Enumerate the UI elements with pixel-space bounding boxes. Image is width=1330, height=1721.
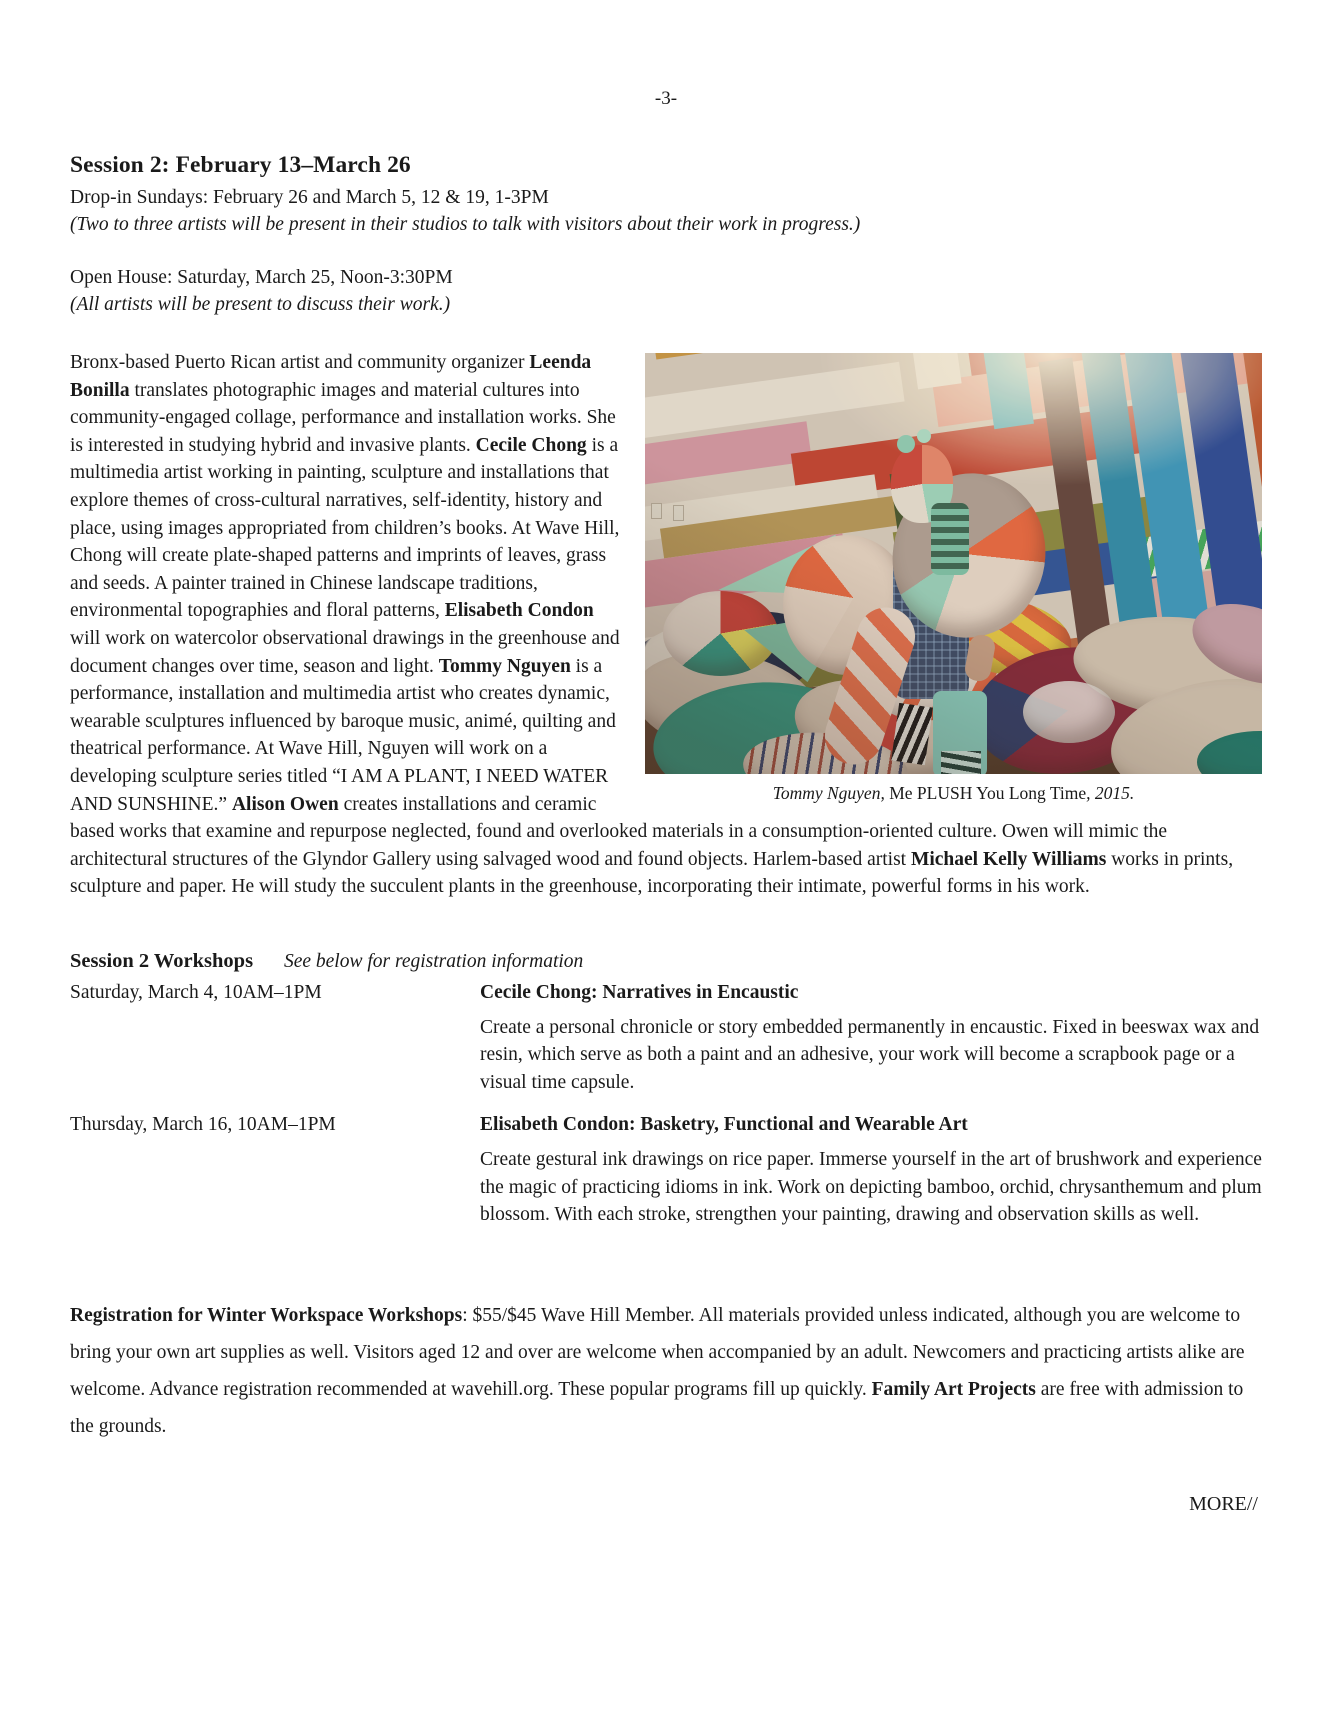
artist-name: Cecile Chong [475, 434, 587, 456]
artist-name: Michael Kelly Williams [910, 848, 1107, 870]
artwork-caption [645, 783, 1262, 804]
workshop-row [70, 978, 1262, 1109]
artwork-figure [645, 353, 1262, 804]
workshop-row [70, 1110, 1262, 1241]
openhouse-line: Open House: Saturday, March 25, Noon-3:30PM [70, 267, 453, 288]
caption-title: Me PLUSH You Long Time [884, 783, 1087, 803]
dropin-note: (Two to three artists will be present in their studios to talk with visitors about their work in progress.) [70, 214, 861, 235]
caption-artist: Tommy Nguyen, [772, 783, 885, 803]
dropin-line: Drop-in Sundays: February 26 and March 5, 12 & 19, 1-3PM [70, 187, 549, 208]
wall-switch [673, 505, 684, 521]
workshop-details [480, 1110, 1262, 1241]
workshop-details [480, 978, 1262, 1109]
workshops-heading: Session 2 Workshops [70, 949, 254, 972]
registration-heading: Registration for Winter Workspace Workshops [70, 1304, 463, 1326]
workshops-note: See below for registration information [283, 950, 584, 972]
artists-paragraph: Bronx-based Puerto Rican artist and community organizer Leenda Bonilla translates photographic images and material cultures into community-engaged collage, performance and installation works. She is interested in studying hybrid and invasive plants. Cecile Chong is a multimedia artist working in painting, sculpture and installations that explore themes of cross-cultural narratives, self-identity, history and place, using images appropriated from children’s books. At Wave Hill, Chong will create plate-shaped patterns and imprints of leaves, grass and seeds. A painter trained in Chinese landscape traditions, environmental topographies and floral patterns, Elisabeth Condon will work on watercolor observational drawings in the greenhouse and document changes over time, season and light. Tommy Nguyen is a performance, installation and multimedia artist who creates dynamic, wearable sculptures influenced by baroque music, animé, quilting and theatrical performance. At Wave Hill, Nguyen will work on a developing sculpture series titled “I AM A PLANT, I NEED WATER AND SUNSHINE.” Alison Owen creates installations and ceramic based works that examine and repurpose neglected, found and overlooked materials in a consumption-oriented culture. Owen will mimic the architectural structures of the Glyndor Gallery using salvaged wood and found objects. Harlem-based artist Michael Kelly Williams works in prints, sculpture and paper. He will study the succulent plants in the greenhouse, incorporating their intimate, powerful forms in his work. [70, 352, 1234, 898]
workshop-title: Elisabeth Condon: Basketry, Functional and Wearable Art [480, 1114, 968, 1136]
page-number: -3- [654, 88, 678, 109]
page-footer [70, 1493, 1262, 1516]
workshop-date: Thursday, March 16, 10AM–1PM [70, 1114, 336, 1136]
artists-section [70, 349, 1262, 901]
family-art-projects: Family Art Projects [871, 1378, 1036, 1400]
openhouse-note: (All artists will be present to discuss their work.) [70, 294, 451, 315]
session-heading: Session 2: February 13–March 26 [70, 152, 411, 178]
workshop-date: Saturday, March 4, 10AM–1PM [70, 981, 322, 1003]
artist-name: Alison Owen [231, 793, 339, 815]
caption-year: , 2015. [1086, 783, 1135, 803]
workshop-title: Cecile Chong: Narratives in Encaustic [480, 981, 799, 1003]
artist-name: Elisabeth Condon [444, 600, 594, 622]
registration-paragraph: Registration for Winter Workspace Workshops: $55/$45 Wave Hill Member. All materials provided unless indicated, although you are welcome to bring your own art supplies as well. Visitors aged 12 and over are welcome when accompanied by an adult. Newcomers and practicing artists alike are welcome. Advance registration recommended at wavehill.org. These popular programs fill up quickly. Family Art Projects are free with admission to the grounds. [70, 1304, 1245, 1437]
workshops-section [70, 947, 1262, 1241]
more-label: MORE// [1189, 1492, 1258, 1515]
workshops-header [70, 947, 1262, 976]
workshop-description: Create gestural ink drawings on rice paper. Immerse yourself in the art of brushwork and experience the magic of practicing idioms in ink. Work on depicting bamboo, orchid, chrysanthemum and plum blossom. With each stroke, strengthen your painting, drawing and observation skills as well. [480, 1149, 1262, 1226]
artist-name: Tommy Nguyen [438, 655, 571, 677]
artwork-photo [645, 353, 1262, 774]
artist-name: Leenda Bonilla [70, 352, 592, 401]
wall-switch [651, 503, 662, 519]
workshop-description: Create a personal chronicle or story embedded permanently in encaustic. Fixed in beeswax wax and resin, which serve as both a paint and an adhesive, your work will become a scrapbook page or a visual time capsule. [480, 1016, 1260, 1093]
